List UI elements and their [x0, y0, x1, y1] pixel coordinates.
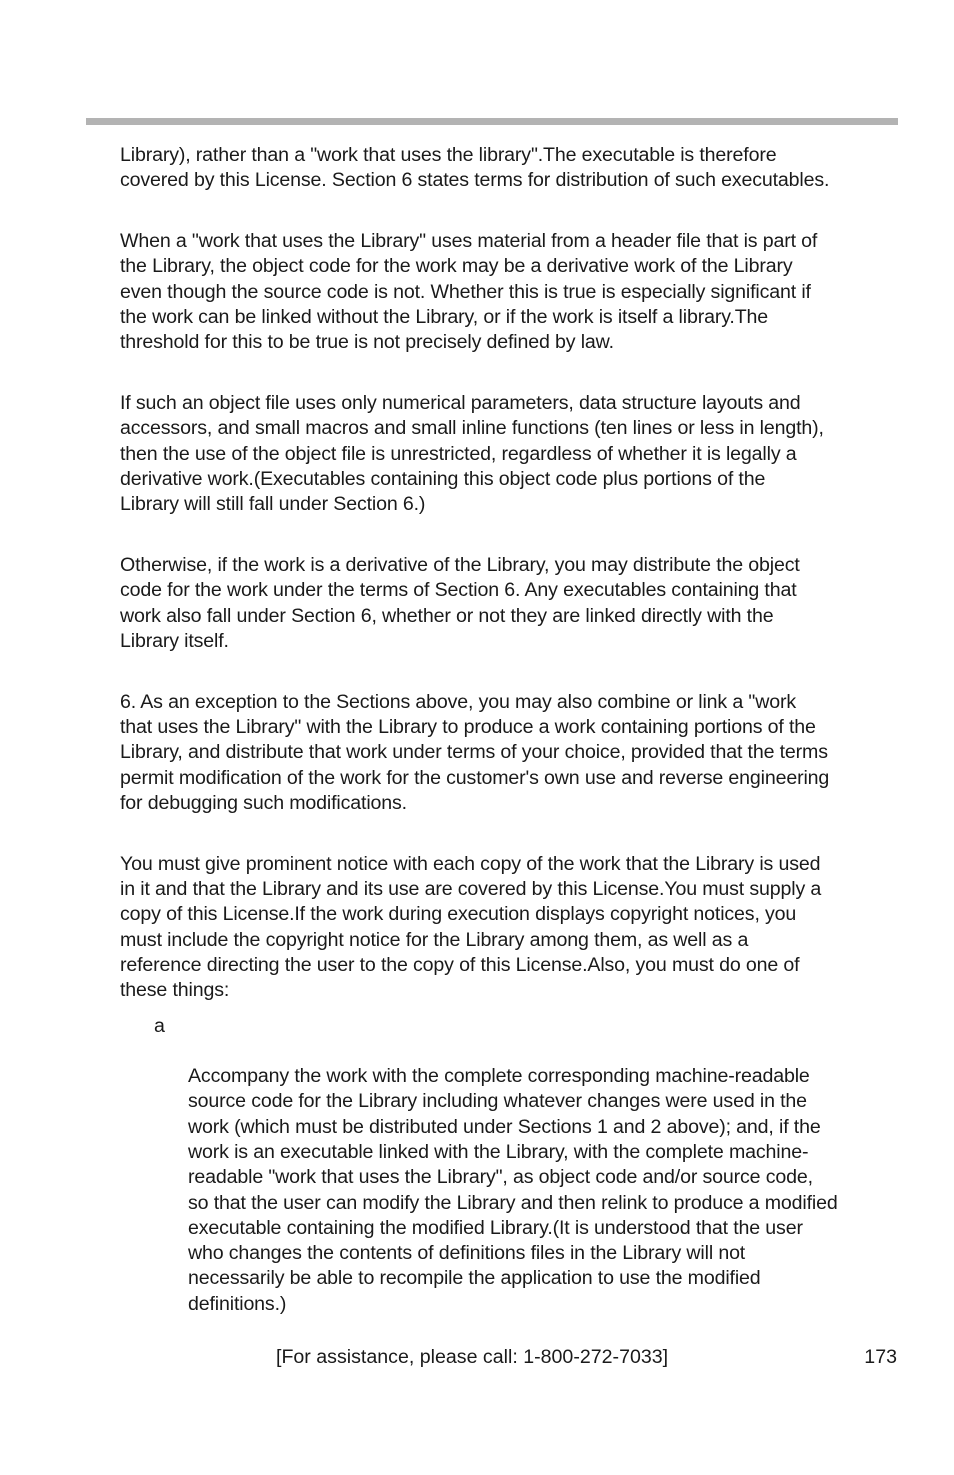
- page-number: 173: [864, 1346, 897, 1368]
- document-body: [120, 143, 900, 1317]
- paragraph-4: Otherwise, if the work is a derivative of the Library, you may distribute the object code for the work under the terms of Section 6. Any executables containing that work also fall under Section 6, whether or not they are linked directly with the Library itself.: [120, 554, 800, 652]
- paragraph-2: When a "work that uses the Library" uses material from a header file that is part of the Library, the object code for the work may be a derivative work of the Library even though the source code is not. Whether this is true is especially significant if the work can be linked without the Library, or if the work is itself a library.The threshold for this to be true is not precisely defined by law.: [120, 230, 818, 354]
- list-item-text: Accompany the work with the complete corresponding machine-readable source code for the Library including whatever changes were used in the work (which must be distributed under Sections 1 and 2 above); and, if the work is an executable linked with the Library, with the complete machine- readable "work that uses the Library", as object code and/or source code, so that the user can modify the Library and then relink to produce a modified executable containing the modified Library.(It is understood that the user who changes the contents of definitions files in the Library will not necessarily be able to recompile the application to use the modified definitions.): [188, 1065, 838, 1315]
- paragraph-5-section-6: 6. As an exception to the Sections above, you may also combine or link a "work that uses the Library" with the Library to produce a work containing portions of the Library, and distribute that work under terms of your choice, provided that the terms permit modification of the work for the customer's own use and reverse engineering for debugging such modifications.: [120, 690, 830, 814]
- paragraph-6: You must give prominent notice with each copy of the work that the Library is used in it and that the Library and its use are covered by this License.You must supply a copy of this License.If the work during execution displays copyright notices, you must include the copyright notice for the Library among them, as well as a reference directing the user to the copy of this License.Also, you must do one of these things:: [120, 852, 822, 1002]
- assistance-note: [For assistance, please call: 1-800-272-7033]: [276, 1346, 669, 1368]
- paragraph-3: If such an object file uses only numerical parameters, data structure layouts and accessors, and small macros and small inline functions (ten lines or less in length), then the use of the object file is unrestricted, regardless of whether it is legally a derivative work.(Executables containing this object code plus portions of the Library will still fall under Section 6.): [120, 392, 824, 516]
- paragraph-1: Library), rather than a "work that uses the library".The executable is therefore covered by this License. Section 6 states terms for distribution of such executables.: [120, 144, 830, 192]
- list-item-a: [154, 1014, 900, 1318]
- list-marker: a: [154, 1014, 165, 1037]
- header-rule: [86, 118, 898, 125]
